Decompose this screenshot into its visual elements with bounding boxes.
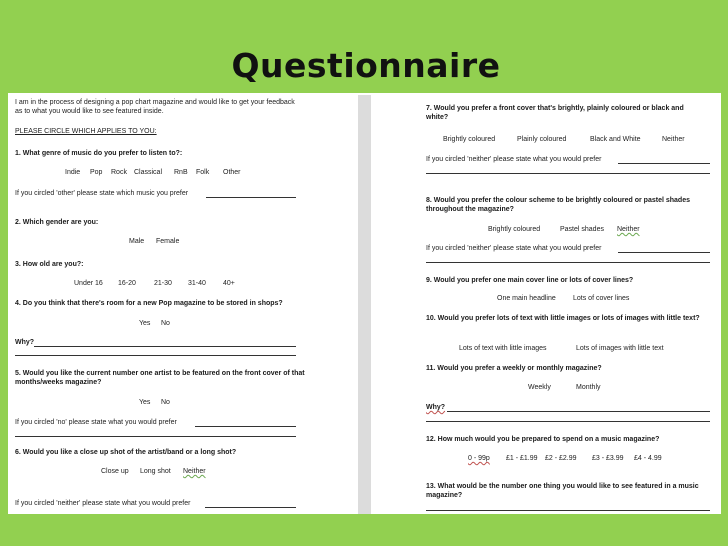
question-7: 7. Would you prefer a front cover that's brightly, plainly coloured or black and white?	[426, 105, 684, 121]
q8-option-neither[interactable]: Neither	[617, 226, 640, 233]
q8-neither-prompt: If you circled 'neither' please state what you would prefer	[426, 245, 602, 252]
q1-other-prompt: If you circled 'other' please state which music you prefer	[15, 190, 189, 197]
question-10: 10. Would you prefer lots of text with little images or lots of images with little text?	[426, 315, 700, 322]
q6-neither-line[interactable]	[205, 507, 296, 508]
q7-neither-line-1[interactable]	[618, 163, 710, 164]
q5-no-prompt: If you circled 'no' please state what you would prefer	[15, 419, 177, 426]
q8-neither-line-2[interactable]	[426, 262, 710, 263]
page-title: Questionnaire	[231, 46, 501, 85]
q12-option-3-399[interactable]: £3 - £3.99	[592, 455, 624, 462]
q7-option-neither[interactable]: Neither	[662, 136, 685, 143]
q4-option-yes[interactable]: Yes	[139, 320, 151, 327]
q12-option-1-199[interactable]: £1 - £1.99	[506, 455, 538, 462]
q4-option-no[interactable]: No	[161, 320, 170, 327]
q4-why-label: Why?	[15, 339, 35, 346]
q11-option-monthly[interactable]: Monthly	[576, 384, 601, 391]
q7-option-plainly[interactable]: Plainly coloured	[517, 136, 567, 143]
q7-option-brightly[interactable]: Brightly coloured	[443, 136, 496, 143]
q5-no-line-2[interactable]	[15, 436, 296, 437]
q3-option-16-20[interactable]: 16-20	[118, 280, 136, 287]
q1-option-rnb[interactable]: RnB	[174, 169, 188, 176]
q10-option-lots-text[interactable]: Lots of text with little images	[459, 345, 547, 352]
q1-option-indie[interactable]: Indie	[65, 169, 81, 176]
q5-option-no[interactable]: No	[161, 399, 170, 406]
right-page	[371, 93, 721, 514]
q3-option-40plus[interactable]: 40+	[223, 280, 235, 287]
q1-option-folk[interactable]: Folk	[196, 169, 210, 176]
question-1: 1. What genre of music do you prefer to listen to?:	[15, 150, 183, 157]
q11-why-label: Why?	[426, 404, 446, 411]
q1-option-classical[interactable]: Classical	[134, 169, 163, 176]
q12-option-2-299[interactable]: £2 - £2.99	[545, 455, 577, 462]
page-divider	[358, 95, 371, 514]
q7-neither-prompt: If you circled 'neither' please state what you would prefer	[426, 156, 602, 163]
q1-other-answer-line[interactable]	[206, 197, 296, 198]
q11-why-line-2[interactable]	[426, 421, 710, 422]
question-6: 6. Would you like a close up shot of the artist/band or a long shot?	[15, 449, 237, 456]
q5-no-line-1[interactable]	[195, 426, 296, 427]
intro-text: I am in the process of designing a pop chart magazine and would like to get your feedback as to what you would like to see featured inside.	[15, 99, 295, 115]
circle-instruction: PLEASE CIRCLE WHICH APPLIES TO YOU:	[15, 128, 157, 135]
q2-option-male[interactable]: Male	[129, 238, 145, 245]
left-page	[8, 93, 358, 514]
q7-neither-line-2[interactable]	[426, 173, 710, 174]
q8-option-brightly[interactable]: Brightly coloured	[488, 226, 541, 233]
question-9: 9. Would you prefer one main cover line or lots of cover lines?	[426, 277, 634, 284]
q6-option-long-shot[interactable]: Long shot	[140, 468, 171, 475]
question-3: 3. How old are you?:	[15, 261, 84, 268]
question-2: 2. Which gender are you:	[15, 219, 99, 226]
q4-why-line-1[interactable]	[34, 346, 296, 347]
question-12: 12. How much would you be prepared to spend on a music magazine?	[426, 436, 660, 443]
q12-option-0-99p[interactable]: 0 - 99p	[468, 455, 490, 462]
q8-option-pastel[interactable]: Pastel shades	[560, 226, 604, 233]
q3-option-under16[interactable]: Under 16	[74, 280, 103, 287]
question-5: 5. Would you like the current number one artist to be featured on the front cover of that months/weeks magazine?	[15, 370, 305, 386]
q3-option-21-30[interactable]: 21-30	[154, 280, 172, 287]
question-13: 13. What would be the number one thing you would like to see featured in a music magazine?	[426, 483, 699, 499]
q1-option-rock[interactable]: Rock	[111, 169, 127, 176]
q6-option-neither[interactable]: Neither	[183, 468, 206, 475]
q1-option-other[interactable]: Other	[223, 169, 241, 176]
q10-option-lots-images[interactable]: Lots of images with little text	[576, 345, 664, 352]
q9-option-lots-cover-lines[interactable]: Lots of cover lines	[573, 295, 630, 302]
q11-why-line-1[interactable]	[447, 411, 710, 412]
q13-answer-line[interactable]	[426, 510, 710, 511]
q5-option-yes[interactable]: Yes	[139, 399, 151, 406]
q3-option-31-40[interactable]: 31-40	[188, 280, 206, 287]
q11-option-weekly[interactable]: Weekly	[528, 384, 551, 391]
question-4: 4. Do you think that there's room for a new Pop magazine to be stored in shops?	[15, 300, 283, 307]
q12-option-4-499[interactable]: £4 - 4.99	[634, 455, 662, 462]
q6-neither-prompt: If you circled 'neither' please state what you would prefer	[15, 500, 191, 507]
q7-option-black-white[interactable]: Black and White	[590, 136, 641, 143]
q1-option-pop[interactable]: Pop	[90, 169, 103, 176]
q9-option-one-headline[interactable]: One main headline	[497, 295, 556, 302]
question-8: 8. Would you prefer the colour scheme to be brightly coloured or pastel shades throughout the magazine?	[426, 197, 690, 213]
question-11: 11. Would you prefer a weekly or monthly magazine?	[426, 365, 602, 372]
q4-why-line-2[interactable]	[15, 355, 296, 356]
q8-neither-line-1[interactable]	[618, 252, 710, 253]
q6-option-close-up[interactable]: Close up	[101, 468, 129, 475]
q2-option-female[interactable]: Female	[156, 238, 180, 245]
